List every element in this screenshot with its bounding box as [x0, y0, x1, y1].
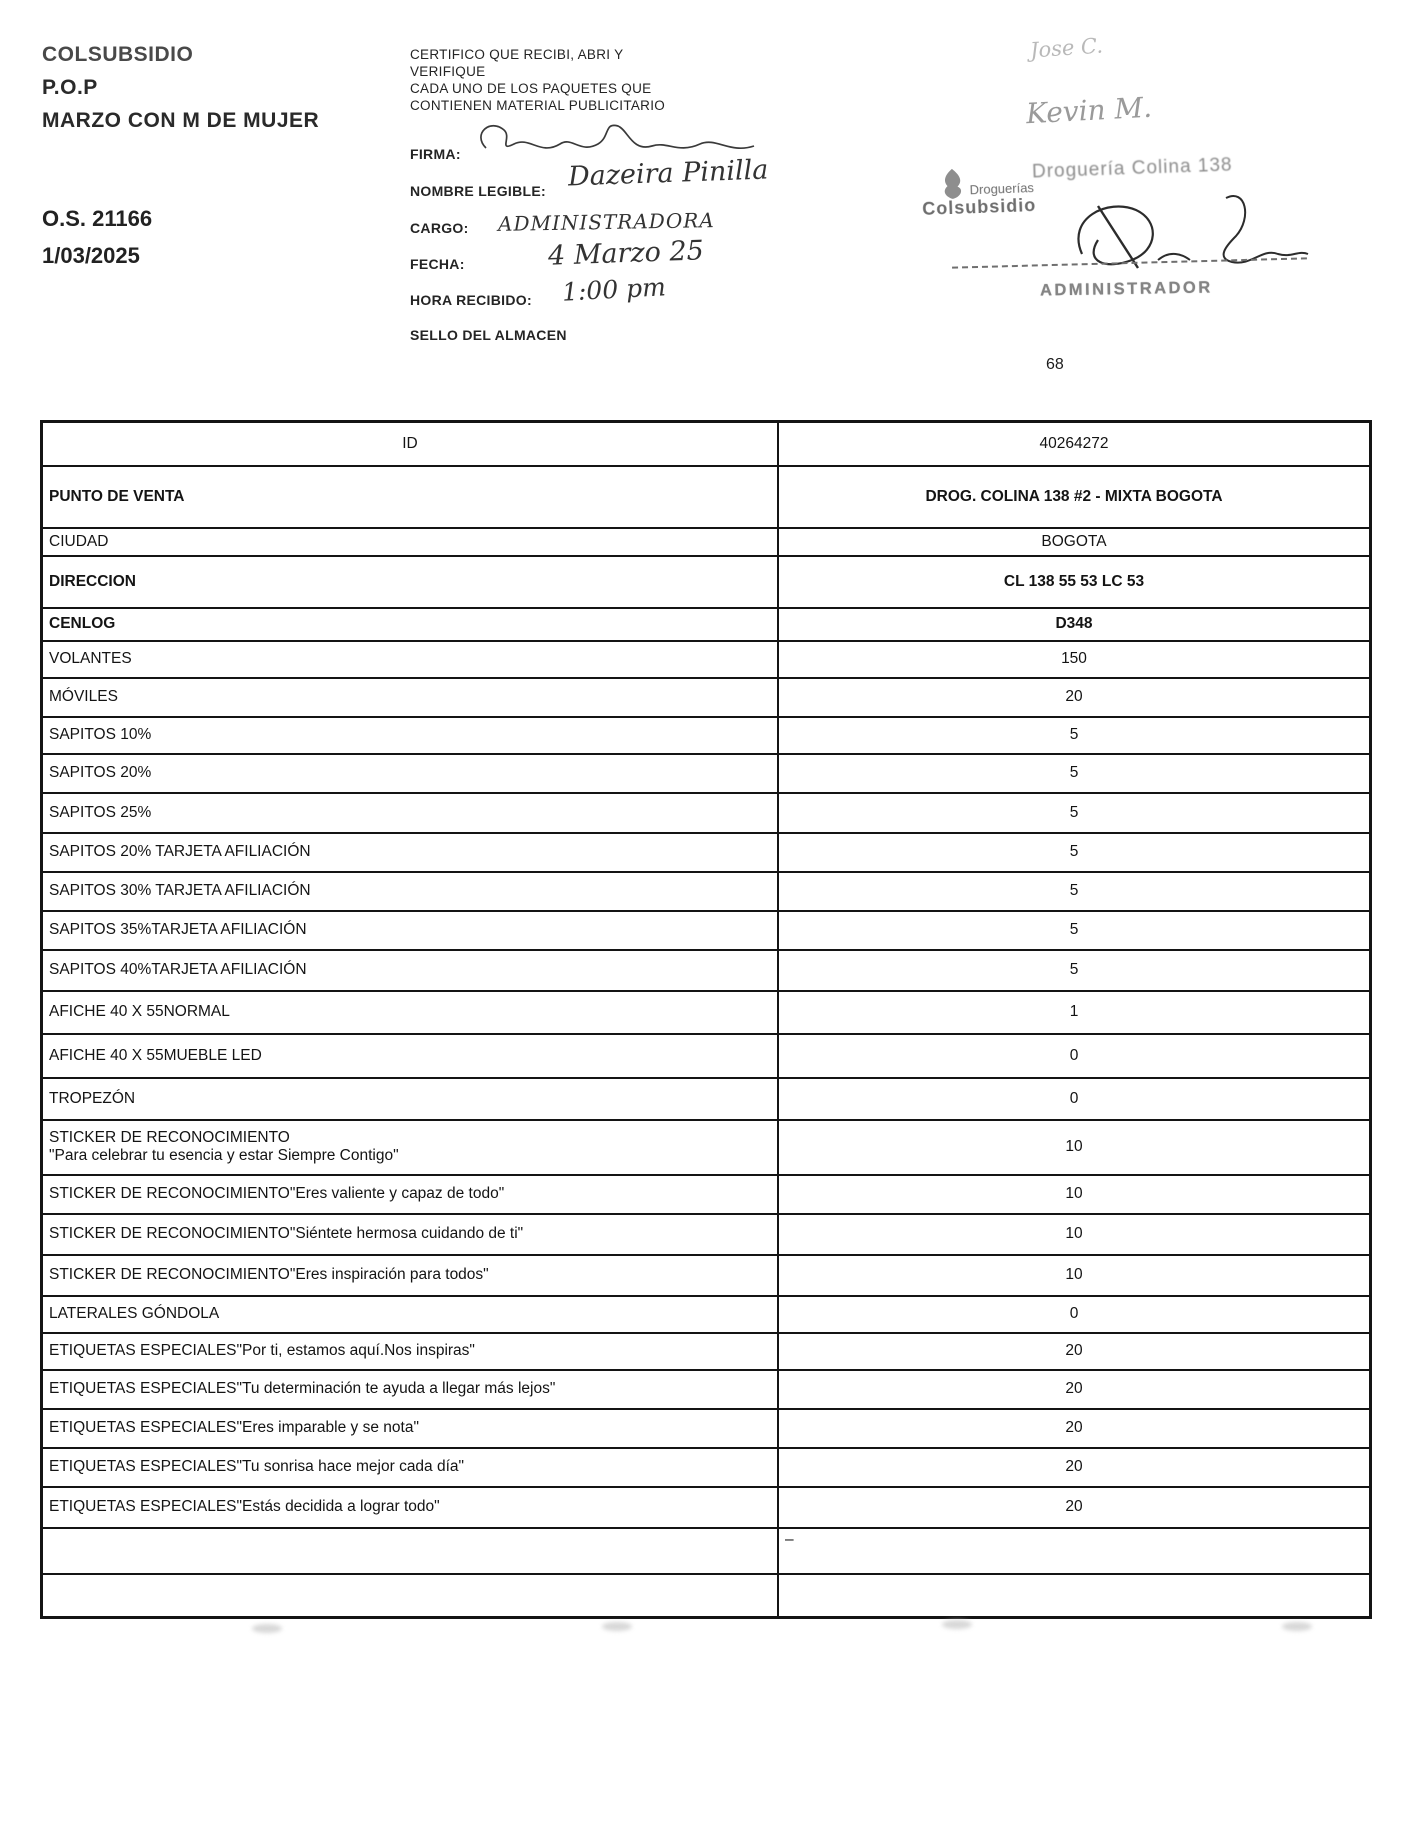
table-row [42, 1574, 1371, 1618]
faint-annotation-2: Kevin M. [1025, 90, 1153, 131]
row-label: VOLANTES [42, 641, 779, 678]
table-row [42, 1409, 1371, 1448]
row-value: 5 [778, 754, 1371, 793]
table-row [42, 1448, 1371, 1487]
row-value: 5 [778, 950, 1371, 991]
row-label: CENLOG [42, 608, 779, 641]
sello-label: SELLO DEL ALMACEN [410, 327, 567, 343]
row-value: CL 138 55 53 LC 53 [778, 556, 1371, 608]
row-value: 10 [778, 1175, 1371, 1214]
order-number: O.S. 21166 [42, 206, 153, 231]
brand-block [42, 38, 319, 137]
handwritten-date: 4 Marzo 25 [547, 235, 705, 272]
table-row [42, 1120, 1371, 1175]
row-label: MÓVILES [42, 678, 779, 717]
row-label: SAPITOS 25% [42, 793, 779, 833]
handwritten-name: Dazeira Pinilla [567, 154, 769, 193]
row-value: 40264272 [778, 422, 1371, 466]
row-label: STICKER DE RECONOCIMIENTO"Eres inspiración para todos" [42, 1255, 779, 1296]
row-label: ETIQUETAS ESPECIALES"Tu determinación te ayuda a llegar más lejos" [42, 1370, 779, 1409]
row-label: ETIQUETAS ESPECIALES"Por ti, estamos aquí.Nos inspiras" [42, 1333, 779, 1370]
row-value: 0 [778, 1296, 1371, 1333]
row-value: 10 [778, 1214, 1371, 1255]
statement-line: CADA UNO DE LOS PAQUETES QUE [410, 81, 652, 96]
faint-annotation-1: Jose C. [1029, 33, 1104, 63]
table-row [42, 1255, 1371, 1296]
row-value: 20 [778, 1448, 1371, 1487]
row-label [42, 1574, 779, 1618]
row-label: STICKER DE RECONOCIMIENTO"Eres valiente y capaz de todo" [42, 1175, 779, 1214]
table-row [42, 466, 1371, 528]
scan-smudge [602, 1622, 632, 1631]
table-row [42, 608, 1371, 641]
row-value: 20 [778, 1370, 1371, 1409]
inventory-table [40, 420, 1372, 1619]
handwritten-role: ADMINISTRADORA [497, 208, 715, 236]
brand-title: COLSUBSIDIO [42, 43, 194, 66]
table-row [42, 556, 1371, 608]
scan-smudge [252, 1624, 282, 1633]
scan-smudge [1282, 1622, 1312, 1631]
statement-line: VERIFIQUE [410, 64, 486, 79]
row-value: 20 [778, 1333, 1371, 1370]
table-row [42, 1528, 1371, 1574]
table-row [42, 1175, 1371, 1214]
table-row [42, 1078, 1371, 1120]
row-value: 20 [778, 1487, 1371, 1528]
row-value: 5 [778, 872, 1371, 911]
table-row [42, 911, 1371, 950]
row-label: SAPITOS 20% [42, 754, 779, 793]
table-row [42, 1214, 1371, 1255]
table-row [42, 528, 1371, 556]
row-value: 20 [778, 678, 1371, 717]
row-value: 5 [778, 911, 1371, 950]
brand-subtitle: P.O.P [42, 76, 98, 99]
handwritten-time: 1:00 pm [561, 272, 667, 307]
row-value: 5 [778, 793, 1371, 833]
row-label [42, 1528, 779, 1574]
statement-line: CERTIFICO QUE RECIBI, ABRI Y [410, 47, 624, 62]
stamp-logo-icon [939, 166, 966, 201]
colsubsidio-stamp [921, 180, 1036, 220]
row-label: TROPEZÓN [42, 1078, 779, 1120]
row-label: CIUDAD [42, 528, 779, 556]
row-value: 10 [778, 1255, 1371, 1296]
table-row [42, 717, 1371, 754]
table-row [42, 754, 1371, 793]
fecha-label: FECHA: [410, 256, 465, 272]
row-value: DROG. COLINA 138 #2 - MIXTA BOGOTA [778, 466, 1371, 528]
nombre-label: NOMBRE LEGIBLE: [410, 183, 546, 199]
firma-label: FIRMA: [410, 146, 461, 162]
admin-signature-icon [1040, 188, 1310, 286]
stamp-logo-word-big: Colsubsidio [921, 195, 1037, 219]
table-row [42, 793, 1371, 833]
table-row [42, 833, 1371, 872]
row-value [778, 1574, 1371, 1618]
row-value: BOGOTA [778, 528, 1371, 556]
row-label: ETIQUETAS ESPECIALES"Eres imparable y se nota" [42, 1409, 779, 1448]
row-label: DIRECCION [42, 556, 779, 608]
inventory-table-body [42, 422, 1371, 1618]
cargo-label: CARGO: [410, 220, 469, 236]
administrator-stamp-label: ADMINISTRADOR [1039, 278, 1213, 300]
table-row [42, 422, 1371, 466]
row-value: 10 [778, 1120, 1371, 1175]
row-value: 0 [778, 1078, 1371, 1120]
table-row [42, 1296, 1371, 1333]
table-row [42, 991, 1371, 1034]
table-row [42, 1487, 1371, 1528]
stamp-logo-word-small: Droguerías [969, 180, 1035, 198]
table-row [42, 872, 1371, 911]
table-row [42, 1370, 1371, 1409]
store-stamp-text: Droguería Colina 138 [1031, 154, 1233, 183]
row-label: STICKER DE RECONOCIMIENTO"Siéntete hermosa cuidando de ti" [42, 1214, 779, 1255]
row-label-line: "Para celebrar tu esencia y estar Siempre Contigo" [49, 1147, 399, 1164]
row-label: SAPITOS 30% TARJETA AFILIACIÓN [42, 872, 779, 911]
row-label: ETIQUETAS ESPECIALES"Tu sonrisa hace mejor cada día" [42, 1448, 779, 1487]
row-label: LATERALES GÓNDOLA [42, 1296, 779, 1333]
row-label-line: STICKER DE RECONOCIMIENTO [49, 1129, 290, 1146]
page-number: 68 [1046, 356, 1064, 373]
table-row [42, 1034, 1371, 1078]
campaign-title: MARZO CON M DE MUJER [42, 109, 320, 132]
row-label [42, 1120, 779, 1175]
row-value: 5 [778, 833, 1371, 872]
table-row [42, 641, 1371, 678]
row-label: SAPITOS 40%TARJETA AFILIACIÓN [42, 950, 779, 991]
row-label: AFICHE 40 X 55MUEBLE LED [42, 1034, 779, 1078]
scan-smudge [942, 1620, 972, 1629]
row-value: D348 [778, 608, 1371, 641]
order-date: 1/03/2025 [42, 243, 140, 268]
row-label: PUNTO DE VENTA [42, 466, 779, 528]
row-label: AFICHE 40 X 55NORMAL [42, 991, 779, 1034]
table-row [42, 1333, 1371, 1370]
statement-line: CONTIENEN MATERIAL PUBLICITARIO [410, 98, 666, 113]
row-value: 0 [778, 1034, 1371, 1078]
row-value: 20 [778, 1409, 1371, 1448]
row-value: – [778, 1528, 1371, 1574]
row-label: SAPITOS 35%TARJETA AFILIACIÓN [42, 911, 779, 950]
row-label: ETIQUETAS ESPECIALES"Estás decidida a lograr todo" [42, 1487, 779, 1528]
row-label: ID [42, 422, 779, 466]
order-block [42, 200, 152, 274]
certification-statement [410, 46, 740, 114]
row-label: SAPITOS 10% [42, 717, 779, 754]
row-value: 150 [778, 641, 1371, 678]
row-value: 1 [778, 991, 1371, 1034]
row-value: 5 [778, 717, 1371, 754]
table-row [42, 678, 1371, 717]
row-label: SAPITOS 20% TARJETA AFILIACIÓN [42, 833, 779, 872]
hora-label: HORA RECIBIDO: [410, 292, 532, 308]
table-row [42, 950, 1371, 991]
